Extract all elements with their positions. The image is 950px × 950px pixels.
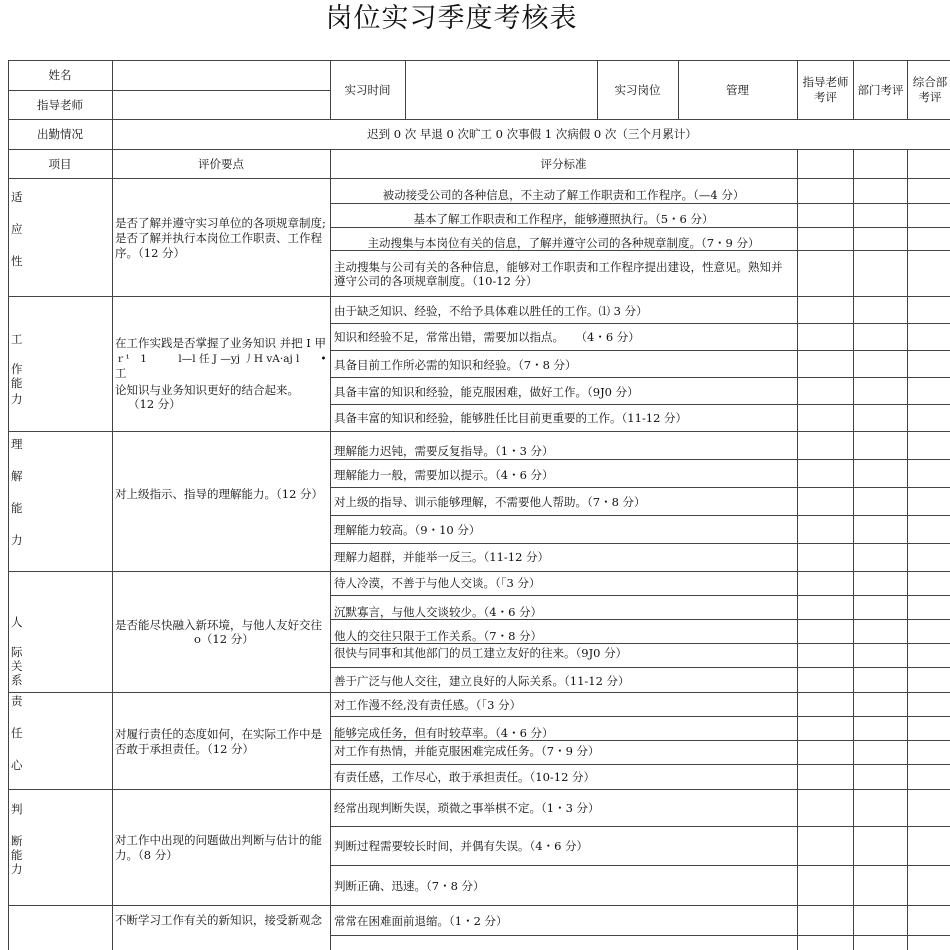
criterion: 被动接受公司的各种信息，不主动了解工作职责和工作程序。（—4 分） (382, 188, 745, 202)
overall-review-label: 综合部考评 (912, 75, 948, 104)
criterion: 他人的交往只限于工作关系。（7・8 分） (334, 629, 543, 643)
criterion: 常常在困难面前退缩。（1・2 分） (334, 914, 508, 928)
criterion: 对工作漫不经,没有责任感。（「3 分） (334, 698, 522, 712)
criterion: 由于缺乏知识、经验，不给予具体难以胜任的工作。⑴ 3 分） (334, 304, 648, 318)
internship-time-label: 实习时间 (344, 83, 391, 97)
col-standard-header: 评分标准 (540, 157, 587, 171)
teacher-review-label: 指导老师考评 (802, 75, 849, 104)
criterion: 基本了解工作职责和工作程序，能够遵照执行。（5・6 分） (413, 212, 714, 226)
adaptability-point: 是否了解并遵守实习单位的各项规章制度;是否了解并执行本岗位工作职责、工作程序。（12 分） (115, 216, 326, 260)
criterion: 很快与同事和其他部门的员工建立友好的往来。（9J0 分） (334, 646, 628, 660)
attendance-value: 迟到 0 次 早退 0 次旷工 0 次事假 1 次病假 0 次（三个月累计） (367, 127, 697, 141)
criterion: 具备丰富的知识和经验，能够胜任比目前更重要的工作。（11-12 分） (334, 411, 688, 425)
col-item-header: 项目 (48, 157, 72, 171)
relationship-point: o（12 分） (194, 632, 254, 646)
attendance-label: 出勤情况 (37, 127, 83, 141)
criterion: 具备目前工作所必需的知识和经验。（7・8 分） (334, 358, 577, 372)
work-ability-point: 工 (115, 366, 127, 380)
criterion: 善于广泛与他人交往，建立良好的人际关系。（11-12 分） (334, 674, 630, 688)
criterion: 经常出现判断失误，琐微之事举棋不定。（1・3 分） (334, 801, 600, 815)
criterion: 知识和经验不足，常常出错，需要加以指点。 （4・6 分） (334, 330, 640, 344)
criterion: 对工作有热情，并能克服困难完成任务。（7・9 分） (334, 744, 600, 758)
criterion: 理解能力较高。（9・10 分） (334, 523, 481, 537)
criterion: 理解能力一般，需要加以提示。（4・6 分） (334, 468, 554, 482)
teacher-label: 指导老师 (37, 98, 83, 112)
criterion: 主动搜集与本岗位有关的信息，了解并遵守公司的各种规章制度。（7・9 分） (367, 236, 760, 250)
criterion: 理解能力迟钝，需要反复指导。（1・3 分） (334, 444, 554, 458)
work-ability-point: （12 分） (128, 397, 181, 411)
criterion: 主动搜集与公司有关的各种信息，能够对工作职责和工作程序提出建设，性意见。熟知并 遵守公司的各项规章制度。（10-12 分） (334, 260, 783, 288)
criterion: 判断过程需要较长时间，并偶有失误。（4・6 分） (334, 839, 589, 853)
criterion: 能够完成任务，但有时较草率。（4・6 分） (334, 726, 554, 740)
criterion: 具备丰富的知识和经验，能克服困难，做好工作。（9J0 分） (334, 385, 639, 399)
evaluation-table: 姓名 指导老师 实习时间 实习岗位 管理 指导老师考评 部门考评 综合部考评 出勤情况 迟到 0 次 早退 0 次旷工 0 次事假 1 次病假 0 次（三个月累计） 项目 评价要点 评分标准 适 应 性 是否了解并遵守实习单位的各项规章制度;是否了解并执行本岗位工作职责、工作程序。（12 分） 被动接受公司的各种信息，不主动了解工作职责和工作程序。（—4 分） 基本了解工作职责和工作程序，能够遵照执行。（5・6 分） 主动搜集与本岗位有关的信息，了解并遵守公司的各种规章制度。（7・9 分） 主动搜集与公司有关的各种信息，能够对工作职责和工作程序提出建设，性意见。熟知并 遵守公司的各项规章制度。（10-12 分） 工 作 能 力 在工作实践是否掌握了业务知识 并把 I 甲 ｒ¹ 1 l—l 任 J —yj 丿H vA·aj l • 工 论知识与业务知识更好的结合起来。 （12 分） 由于缺乏知识、经验，不给予具体难以胜任的工作。⑴ 3 分） 知识和经验不足，常常出错，需要加以指点。 （4・6 分） 具备目前工作所必需的知识和经验。（7・8 分） 具备丰富的知识和经验，能克服困难，做好工作。（9J0 分） 具备丰富的知识和经验，能够胜任比目前更重要的工作。（11-12 分） 理 解 能 力 对上级指示、指导的理解能力。（12 分） 理解能力迟钝，需要反复指导。（1・3 分） 理解能力一般，需要加以提示。（4・6 分） 对上级的指导、训示能够理解，不需要他人帮助。（7・8 分） 理解能力较高。（9・10 分） 理解力超群，并能举一反三。（11-12 分） 人 际 关 系 是否能尽快融入新环境，与他人友好交往 o（12 分） 待人冷漠，不善于与他人交谈。（「3 分） 沉默寡言，与他人交谈较少。（4・6 分） 他人的交往只限于工作关系。（7・8 分） 很快与同事和其他部门的员工建立友好的往来。（9J0 分） 善于广泛与他人交往，建立良好的人际关系。（11-12 分） 责 任 心 对履行责任的态度如何，在实际工作中是否敢于承担责任。（12 分） 对工作漫不经,没有责任感。（「3 分） 能够完成任务，但有时较草率。（4・6 分） 对工作有热情，并能克服困难完成任务。（7・9 分） 有责任感，工作尽心，敢于承担责任。（10-12 分） 判 断 能 力 对工作中出现的问题做出判断与估计的能力。（8 分） 经常出现判断失误，琐微之事举棋不定。（1・3 分） 判断过程需要较长时间，并偶有失误。（4・6 分） 判断正确、迅速。（7・8 分） 不断学习工作有关的新知识，接受新观念 常常在困难面前退缩。（1・2 分） (8, 60, 950, 950)
learning-point: 不断学习工作有关的新知识，接受新观念 (115, 913, 322, 927)
position-value: 管理 (726, 83, 749, 97)
work-ability-point: 论知识与业务知识更好的结合起来。 (115, 383, 299, 397)
form-title: 岗位实习季度考核表 (325, 3, 578, 34)
criterion: 判断正确、迅速。（7・8 分） (334, 879, 485, 893)
criterion: 对上级的指导、训示能够理解，不需要他人帮助。（7・8 分） (334, 495, 646, 509)
dept-review-label: 部门考评 (857, 83, 904, 97)
work-ability-point: 在工作实践是否掌握了业务知识 并把 I 甲 (115, 336, 327, 350)
criterion: 有责任感，工作尽心，敢于承担责任。（10-12 分） (334, 770, 596, 784)
col-points-header: 评价要点 (198, 157, 244, 171)
position-label: 实习岗位 (614, 83, 661, 97)
work-ability-point-garbled: ｒ¹ 1 l—l 任 J —yj 丿H vA·aj l • (115, 353, 327, 365)
relationship-point: 是否能尽快融入新环境，与他人友好交往 (115, 618, 322, 632)
criterion: 理解力超群，并能举一反三。（11-12 分） (334, 550, 550, 564)
criterion: 沉默寡言，与他人交谈较少。（4・6 分） (334, 605, 543, 619)
judgment-point: 对工作中出现的问题做出判断与估计的能力。（8 分） (115, 833, 322, 862)
responsibility-point: 对履行责任的态度如何，在实际工作中是否敢于承担责任。（12 分） (115, 727, 322, 756)
criterion: 待人冷漠，不善于与他人交谈。（「3 分） (334, 576, 541, 590)
name-label: 姓名 (48, 68, 72, 82)
comprehension-point: 对上级指示、指导的理解能力。（12 分） (115, 487, 324, 501)
